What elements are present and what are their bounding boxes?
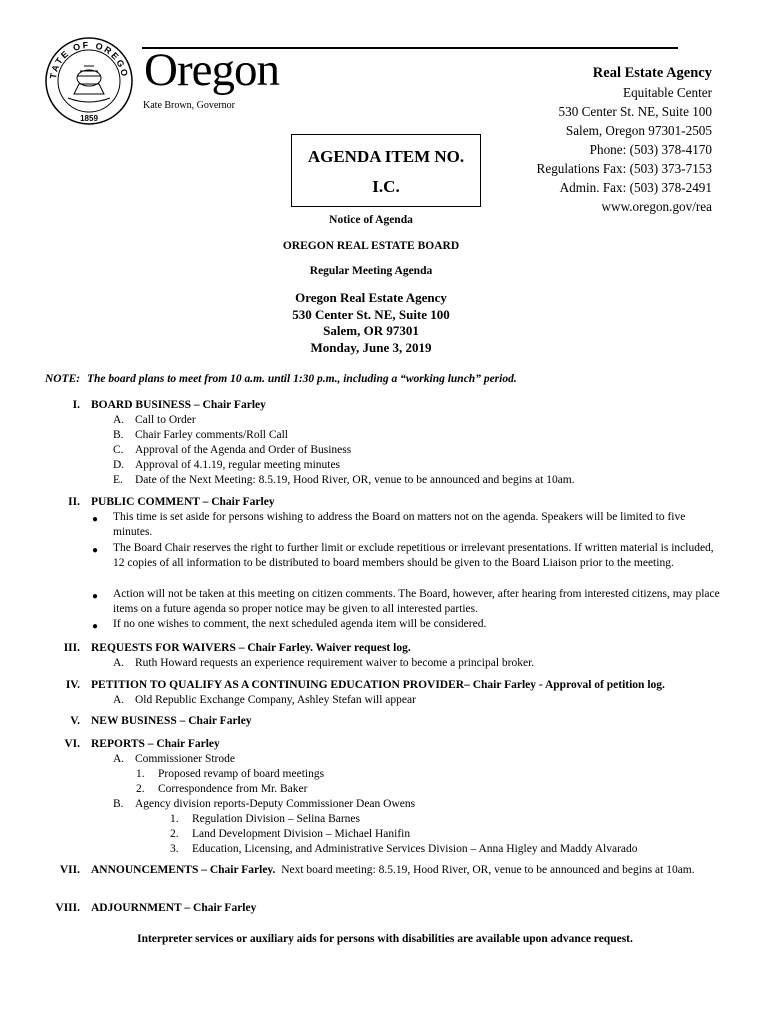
- notice-title: Notice of Agenda: [329, 214, 413, 226]
- regular-meeting-title: Regular Meeting Agenda: [309, 265, 433, 277]
- section-title: NEW BUSINESS – Chair Farley: [91, 715, 252, 727]
- section-number: VI.: [64, 738, 80, 750]
- section-number: IV.: [65, 679, 80, 691]
- bullet-text: If no one wishes to comment, the next scheduled agenda item will be considered.: [113, 618, 487, 630]
- bullet-icon: ●: [92, 514, 99, 525]
- bullet-icon: ●: [92, 545, 99, 556]
- accessibility-footer: Interpreter services or auxiliary aids for persons with disabilities are available upon advance request.: [137, 933, 633, 945]
- note: [45, 373, 517, 385]
- list-item: B. Agency division reports-Deputy Commissioner Dean Owens: [113, 798, 416, 810]
- board-title: OREGON REAL ESTATE BOARD: [282, 240, 460, 252]
- meeting-location: [0, 290, 756, 356]
- list-item: A. Call to Order: [113, 414, 196, 426]
- oregon-logo: Oregon: [144, 44, 279, 96]
- agency-line: Phone: (503) 378-4170: [589, 142, 712, 157]
- section-number: I.: [72, 399, 80, 411]
- agency-line: 530 Center St. NE, Suite 100: [558, 104, 712, 119]
- note-text: The board plans to meet from 10 a.m. until 1:30 p.m., including a “working lunch” period.: [87, 373, 517, 385]
- list-item: E. Date of the Next Meeting: 8.5.19, Hood River, OR, venue to be announced and begins at 10am.: [113, 474, 575, 486]
- list-item: A. Ruth Howard requests an experience requirement waiver to become a principal broker.: [113, 657, 535, 669]
- location-line: 530 Center St. NE, Suite 100: [292, 306, 450, 322]
- sub-list-item: 1. Proposed revamp of board meetings: [136, 768, 325, 780]
- section-title: ANNOUNCEMENTS – Chair Farley.: [91, 864, 276, 876]
- section-number: III.: [63, 642, 80, 654]
- bullet-text: Action will not be taken at this meeting on citizen comments. The Board, however, after hearing from interested citizens, may place items on a future agenda so proper notice may be given to all interested parties.: [113, 588, 720, 615]
- agency-line: Salem, Oregon 97301-2505: [565, 123, 712, 138]
- sub-list-item: 2. Correspondence from Mr. Baker: [136, 783, 308, 795]
- list-item: B. Chair Farley comments/Roll Call: [113, 429, 288, 441]
- governor-name: Kate Brown, Governor: [143, 100, 235, 111]
- list-item: D. Approval of 4.1.19, regular meeting minutes: [113, 459, 341, 471]
- section-title: ADJOURNMENT – Chair Farley: [91, 902, 257, 914]
- section-number: II.: [68, 496, 80, 508]
- location-line: Oregon Real Estate Agency: [295, 290, 447, 305]
- agenda-item-label: AGENDA ITEM NO.: [307, 147, 465, 166]
- state-seal: [44, 36, 134, 126]
- bullet-text: The Board Chair reserves the right to further limit or exclude repetitious or irrelevant presentations. If written material is included, 12 copies of all information to be distributed to board members should be given to the Board Liaison prior to the meeting.: [113, 542, 714, 569]
- agency-line: Equitable Center: [623, 85, 712, 100]
- bullet-icon: ●: [92, 621, 99, 632]
- bullet-icon: ●: [92, 591, 99, 602]
- agenda-item-box: [291, 134, 481, 207]
- agency-line: Regulations Fax: (503) 373-7153: [536, 161, 712, 176]
- seal-text: TATE OF OREGO: [47, 39, 131, 80]
- meeting-date: Monday, June 3, 2019: [310, 339, 432, 355]
- section-number: VII.: [59, 864, 80, 876]
- bullet-text: This time is set aside for persons wishing to address the Board on matters not on the agenda. Speakers will be limited to five minutes.: [113, 511, 686, 538]
- sub-list-item: 1. Regulation Division – Selina Barnes: [170, 813, 361, 825]
- sub-list-item: 2. Land Development Division – Michael Hanifin: [170, 828, 411, 840]
- section-title: REPORTS – Chair Farley: [91, 738, 220, 750]
- section-title: PUBLIC COMMENT – Chair Farley: [91, 496, 275, 508]
- agenda-item-number: I.C.: [372, 177, 400, 196]
- agency-contact-block: [537, 64, 712, 216]
- section-number: V.: [70, 715, 80, 727]
- svg-text:STATE OF OREGON: [44, 36, 130, 79]
- announcement-text: [91, 863, 727, 878]
- seal-year: 1859: [80, 114, 98, 123]
- list-item: A. Commissioner Strode: [113, 753, 235, 765]
- list-item: C. Approval of the Agenda and Order of Business: [113, 444, 352, 456]
- agency-name: Real Estate Agency: [592, 65, 712, 81]
- note-label: NOTE:: [45, 373, 81, 385]
- agency-line: Admin. Fax: (503) 378-2491: [559, 180, 712, 195]
- sub-list-item: 3. Education, Licensing, and Administrative Services Division – Anna Higley and Maddy Alvarado: [170, 843, 638, 855]
- section-number: VIII.: [55, 902, 80, 914]
- section-title: PETITION TO QUALIFY AS A CONTINUING EDUCATION PROVIDER– Chair Farley - Approval of petition log.: [91, 679, 665, 691]
- section-title: REQUESTS FOR WAIVERS – Chair Farley. Waiver request log.: [91, 642, 411, 654]
- agency-website: www.oregon.gov/rea: [601, 199, 712, 214]
- section-title: BOARD BUSINESS – Chair Farley: [91, 399, 266, 411]
- list-item: A. Old Republic Exchange Company, Ashley Stefan will appear: [113, 694, 416, 706]
- location-line: Salem, OR 97301: [323, 323, 419, 339]
- announcement-body: Next board meeting: 8.5.19, Hood River, OR, venue to be announced and begins at 10am.: [281, 864, 695, 876]
